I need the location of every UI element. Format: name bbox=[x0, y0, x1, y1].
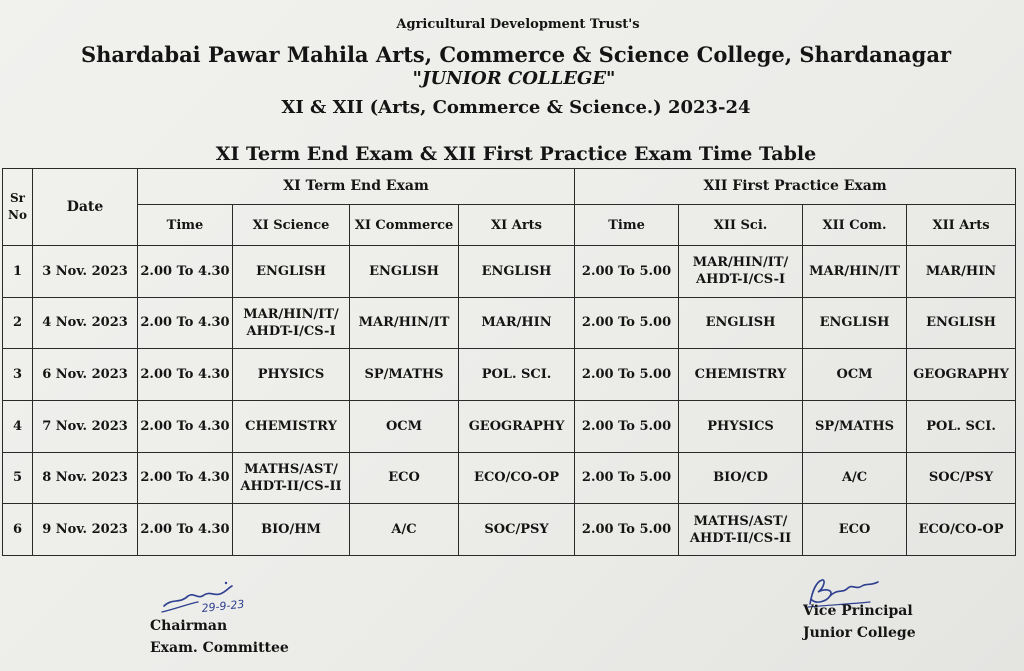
table-cell: 2.00 To 5.00 bbox=[575, 246, 679, 298]
column-header: XI Arts bbox=[459, 205, 575, 246]
cell-line: AHDT-I/CS-I bbox=[696, 272, 786, 288]
table-cell bbox=[459, 297, 575, 349]
cell-line: ECO/CO-OP bbox=[474, 470, 560, 486]
table-cell bbox=[233, 246, 350, 298]
table-cell bbox=[350, 349, 459, 401]
timetable-title: XI Term End Exam & XII First Practice Exam Time Table bbox=[215, 143, 817, 165]
table-cell bbox=[679, 452, 803, 504]
table-row bbox=[3, 349, 1016, 401]
cell-line: PHYSICS bbox=[257, 367, 325, 383]
table-cell bbox=[803, 504, 907, 556]
table-cell bbox=[459, 400, 575, 452]
table-cell: 4 Nov. 2023 bbox=[33, 297, 138, 349]
table-cell: 2.00 To 5.00 bbox=[575, 349, 679, 401]
vice-principal-subtitle: Junior College bbox=[803, 625, 916, 641]
college-name: Shardabai Pawar Mahila Arts, Commerce & Science College, Shardanagar bbox=[80, 42, 952, 67]
cell-line: A/C bbox=[841, 470, 868, 486]
table-cell bbox=[459, 452, 575, 504]
table-cell bbox=[233, 349, 350, 401]
cell-line: CHEMISTRY bbox=[245, 418, 337, 434]
column-header: Time bbox=[138, 205, 233, 246]
table-cell bbox=[803, 246, 907, 298]
chairman-signature-icon bbox=[158, 574, 288, 616]
chairman-block bbox=[150, 615, 289, 659]
xii-group-header: XII First Practice Exam bbox=[575, 169, 1016, 205]
table-cell: 9 Nov. 2023 bbox=[33, 504, 138, 556]
chairman-title: Chairman bbox=[150, 618, 228, 634]
cell-line: ENGLISH bbox=[819, 315, 890, 331]
column-header: Time bbox=[575, 205, 679, 246]
table-cell: 2.00 To 4.30 bbox=[138, 246, 233, 298]
table-cell: 6 Nov. 2023 bbox=[33, 349, 138, 401]
cell-line: SP/MATHS bbox=[364, 367, 444, 383]
cell-line: GEOGRAPHY bbox=[913, 367, 1009, 383]
table-cell bbox=[907, 400, 1016, 452]
table-cell: 2.00 To 5.00 bbox=[575, 400, 679, 452]
cell-line: ENGLISH bbox=[705, 315, 776, 331]
vice-principal-title: Vice Principal bbox=[803, 603, 913, 619]
cell-line: BIO/HM bbox=[261, 522, 321, 538]
cell-line: PHYSICS bbox=[707, 418, 774, 434]
xi-group-header: XI Term End Exam bbox=[138, 169, 575, 205]
table-cell: 2.00 To 5.00 bbox=[575, 504, 679, 556]
cell-line: SOC/PSY bbox=[928, 470, 994, 486]
cell-line: ENGLISH bbox=[926, 315, 996, 331]
table-cell: 2.00 To 4.30 bbox=[138, 297, 233, 349]
table-row bbox=[3, 246, 1016, 298]
cell-line: MAR/HIN bbox=[925, 263, 997, 279]
table-cell bbox=[233, 504, 350, 556]
cell-line: POL. SCI. bbox=[926, 418, 996, 434]
table-cell: 3 Nov. 2023 bbox=[33, 246, 138, 298]
cell-line: MAR/HIN/IT bbox=[809, 263, 900, 279]
cell-line: ENGLISH bbox=[369, 263, 439, 279]
table-cell: 2.00 To 4.30 bbox=[138, 400, 233, 452]
timetable-body bbox=[3, 246, 1016, 556]
table-cell bbox=[679, 349, 803, 401]
table-cell: 2 bbox=[3, 297, 33, 349]
cell-line: ECO bbox=[388, 470, 420, 486]
exam-timetable bbox=[2, 168, 1016, 556]
table-cell: 2.00 To 4.30 bbox=[138, 452, 233, 504]
srno-header: Sr No bbox=[3, 169, 33, 246]
cell-line: GEOGRAPHY bbox=[468, 418, 565, 434]
cell-line: ENGLISH bbox=[256, 263, 326, 279]
signature-date: 29-9-23 bbox=[200, 597, 246, 615]
table-cell bbox=[233, 452, 350, 504]
table-cell bbox=[803, 452, 907, 504]
table-cell bbox=[803, 349, 907, 401]
table-cell: 2.00 To 5.00 bbox=[575, 297, 679, 349]
chairman-subtitle: Exam. Committee bbox=[150, 640, 289, 656]
cell-line: MATHS/AST/ bbox=[693, 513, 788, 529]
table-cell: 7 Nov. 2023 bbox=[33, 400, 138, 452]
table-cell bbox=[350, 246, 459, 298]
table-cell: 6 bbox=[3, 504, 33, 556]
cell-line: CHEMISTRY bbox=[694, 367, 787, 383]
table-cell bbox=[459, 504, 575, 556]
table-cell bbox=[679, 297, 803, 349]
cell-line: MAR/HIN/IT bbox=[358, 315, 450, 331]
table-cell: 2.00 To 4.30 bbox=[138, 504, 233, 556]
cell-line: ENGLISH bbox=[481, 263, 552, 279]
table-cell bbox=[907, 246, 1016, 298]
table-cell: 2.00 To 5.00 bbox=[575, 452, 679, 504]
table-cell bbox=[350, 504, 459, 556]
table-cell bbox=[907, 504, 1016, 556]
table-cell bbox=[679, 504, 803, 556]
cell-line: MAR/HIN/IT/ bbox=[692, 255, 789, 271]
table-cell bbox=[350, 452, 459, 504]
column-header: XII Sci. bbox=[679, 205, 803, 246]
cell-line: OCM bbox=[385, 418, 423, 434]
sub-header-row bbox=[3, 205, 1016, 246]
column-header: XII Com. bbox=[803, 205, 907, 246]
table-cell: 4 bbox=[3, 400, 33, 452]
cell-line: POL. SCI. bbox=[481, 367, 552, 383]
column-header: XI Commerce bbox=[350, 205, 459, 246]
classes-year: XI & XII (Arts, Commerce & Science.) 2023-24 bbox=[281, 97, 751, 118]
table-cell bbox=[803, 297, 907, 349]
table-row bbox=[3, 504, 1016, 556]
table-cell bbox=[459, 349, 575, 401]
table-cell bbox=[907, 349, 1016, 401]
cell-line: BIO/CD bbox=[713, 470, 768, 486]
table-cell bbox=[233, 400, 350, 452]
table-cell bbox=[350, 297, 459, 349]
table-cell bbox=[907, 297, 1016, 349]
trust-name: Agricultural Development Trust's bbox=[396, 17, 640, 32]
cell-line: A/C bbox=[391, 522, 417, 538]
cell-line: SP/MATHS bbox=[815, 418, 895, 434]
cell-line: MAR/HIN bbox=[481, 315, 552, 331]
table-cell bbox=[459, 246, 575, 298]
table-row bbox=[3, 297, 1016, 349]
table-cell bbox=[679, 246, 803, 298]
cell-line: ECO/CO-OP bbox=[918, 522, 1004, 538]
column-header: XI Science bbox=[233, 205, 350, 246]
table-cell bbox=[803, 400, 907, 452]
cell-line: MAR/HIN/IT/ bbox=[243, 306, 339, 322]
junior-college-label: "JUNIOR COLLEGE" bbox=[412, 68, 616, 89]
table-cell: 8 Nov. 2023 bbox=[33, 452, 138, 504]
cell-line: ECO bbox=[838, 522, 871, 538]
table-cell bbox=[907, 452, 1016, 504]
date-header: Date bbox=[33, 169, 138, 246]
cell-line: SOC/PSY bbox=[484, 522, 549, 538]
table-cell: 2.00 To 4.30 bbox=[138, 349, 233, 401]
vice-principal-block bbox=[803, 600, 916, 644]
table-cell bbox=[233, 297, 350, 349]
column-header: XII Arts bbox=[907, 205, 1016, 246]
table-cell bbox=[679, 400, 803, 452]
cell-line: AHDT-II/CS-II bbox=[240, 478, 342, 494]
cell-line: AHDT-II/CS-II bbox=[689, 530, 792, 546]
cell-line: MATHS/AST/ bbox=[244, 461, 338, 477]
table-cell bbox=[350, 400, 459, 452]
table-row bbox=[3, 400, 1016, 452]
table-cell: 3 bbox=[3, 349, 33, 401]
table-cell: 5 bbox=[3, 452, 33, 504]
table-cell: 1 bbox=[3, 246, 33, 298]
table-row bbox=[3, 452, 1016, 504]
cell-line: OCM bbox=[836, 367, 873, 383]
cell-line: AHDT-I/CS-I bbox=[246, 323, 336, 339]
